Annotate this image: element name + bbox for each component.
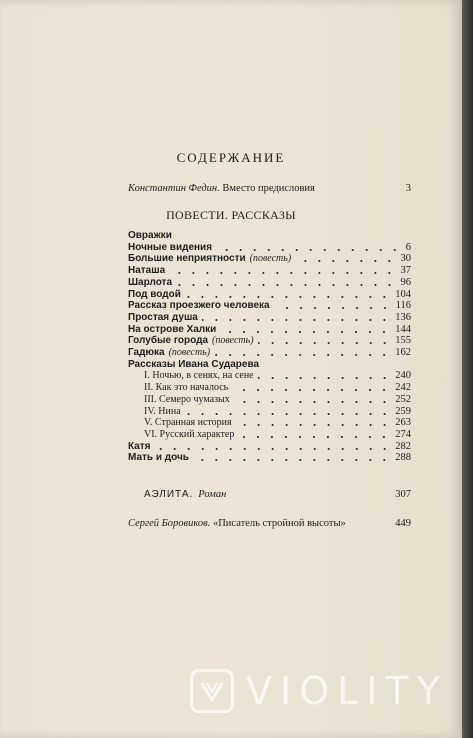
dot-leader	[295, 260, 396, 262]
entry-page: 136	[395, 311, 411, 323]
dot-leader	[274, 307, 392, 309]
entry-title: Под водой	[128, 288, 181, 300]
dot-leader	[220, 331, 391, 333]
entry-title: III. Семеро чумазых	[144, 393, 230, 405]
dot-leader	[258, 377, 392, 379]
entry-title: Катя	[128, 440, 151, 452]
dot-leader	[214, 354, 391, 356]
toc-entry	[128, 451, 411, 464]
dot-leader	[176, 284, 396, 286]
entry-page: 144	[395, 323, 411, 335]
toc-preface-row	[128, 182, 411, 195]
entry-note: (повесть)	[168, 347, 211, 358]
entry-page: 242	[395, 382, 411, 394]
entry-page: 259	[395, 405, 411, 417]
entry-title: Наташа	[128, 265, 166, 277]
afterword-page: 449	[395, 518, 411, 529]
section-title: ПОВЕСТИ. РАССКАЗЫ	[166, 208, 296, 222]
entry-title: Мать и дочь	[128, 452, 189, 464]
afterword-author: Сергей Боровиков.	[128, 518, 211, 529]
dot-leader	[232, 389, 391, 391]
dot-leader	[169, 272, 396, 274]
entry-page: 116	[395, 300, 411, 312]
entry-title: Голубые города	[128, 335, 209, 347]
preface-author: Константин Федин.	[128, 183, 220, 194]
entry-page: 155	[395, 335, 411, 347]
entry-title: На острове Халки	[128, 323, 217, 335]
entry-page: 263	[395, 417, 411, 429]
dot-leader	[185, 296, 391, 298]
toc-novel-row	[144, 488, 411, 502]
entry-title: VI. Русский характер	[144, 428, 235, 440]
entry-note: (повесть)	[249, 253, 292, 265]
dot-leader	[234, 401, 391, 403]
preface-title: Вместо предисловия	[222, 183, 315, 194]
entry-page: 240	[395, 370, 411, 382]
dot-leader	[155, 448, 392, 450]
entry-page: 282	[395, 440, 411, 452]
entry-page: 288	[395, 452, 411, 464]
entry-page: 37	[400, 265, 411, 277]
novel-page: 307	[395, 489, 411, 500]
dot-leader	[236, 424, 392, 426]
afterword-title: «Писатель стройной высоты»	[212, 518, 346, 529]
dot-leader	[185, 413, 392, 415]
dot-leader	[193, 459, 391, 461]
novel-title: АЭЛИТА.	[144, 489, 194, 500]
entry-title: Шарлота	[128, 276, 173, 288]
entry-title: Рассказы Ивана Сударева	[128, 358, 260, 370]
entry-title: Рассказ проезжего человека	[128, 300, 270, 312]
toc-heading: СОДЕРЖАНИЕ	[176, 150, 286, 165]
violity-logo-icon	[190, 669, 234, 713]
preface-page: 3	[405, 183, 411, 194]
entry-title: II. Как это началось	[144, 382, 229, 394]
entry-note: (повесть)	[212, 335, 254, 347]
entry-title: Ночные видения	[128, 241, 213, 253]
watermark-text: VIOLITY	[246, 669, 448, 713]
entry-title: V. Странная история	[144, 417, 232, 429]
entry-title: Простая душа	[128, 311, 198, 323]
book-spine-edge	[462, 0, 473, 738]
watermark	[190, 665, 448, 717]
entry-page: 6	[405, 241, 411, 253]
entry-page: 104	[395, 288, 411, 300]
entry-title: Большие неприятности	[128, 253, 246, 265]
novel-genre: Роман	[198, 489, 227, 500]
entry-title: I. Ночью, в сенях, на сене	[144, 370, 254, 382]
entry-page: 252	[395, 393, 411, 405]
entry-page: 96	[400, 276, 411, 288]
dot-leader	[238, 436, 391, 438]
toc-afterword-row	[128, 517, 411, 530]
dot-leader	[258, 342, 392, 344]
entry-page: 30	[400, 253, 411, 265]
entry-page: 162	[395, 347, 411, 358]
entry-title: IV. Нина	[144, 405, 181, 417]
dot-leader	[216, 249, 402, 251]
entry-title: Овражки	[128, 230, 172, 241]
dot-leader	[202, 319, 391, 321]
entry-page: 274	[395, 428, 411, 440]
entry-title: Гадюка	[128, 347, 165, 358]
